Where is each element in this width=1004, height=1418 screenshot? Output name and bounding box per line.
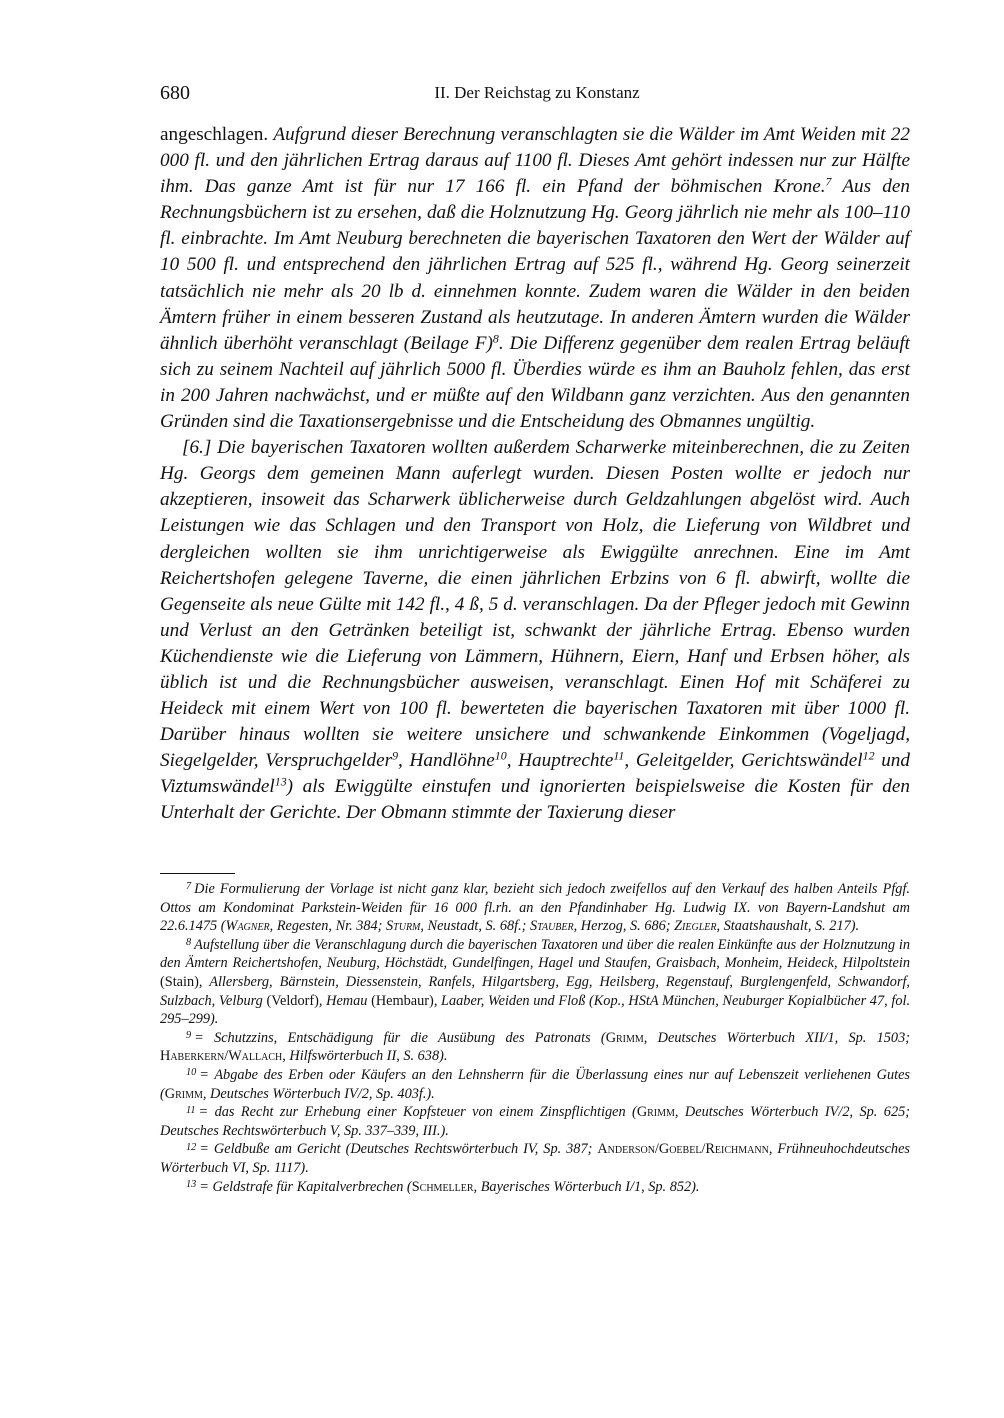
- footnote-text: = Schutzzins, Entschädigung für die Ausübung des Patronats (: [194, 1029, 606, 1046]
- footnote-number: 12: [186, 1141, 197, 1153]
- footnote-ref-7[interactable]: 7: [825, 174, 832, 189]
- footnote-text: = Abgabe des Erben oder Käufers an den Lehnsherrn für die Überlassung eines nur auf Lebenszeit verliehenen Gutes (: [160, 1066, 910, 1102]
- footnote-number: 13: [186, 1178, 197, 1190]
- paragraph-lead: angeschlagen.: [160, 124, 274, 145]
- paragraph-text: und Viztumswändel: [160, 750, 910, 798]
- place-variant: (Veldorf): [266, 992, 319, 1009]
- footnote-ref-10[interactable]: 10: [494, 748, 507, 763]
- footnotes: [160, 880, 910, 1196]
- footnote-text: , Hemau: [318, 992, 372, 1009]
- paragraph-text: Aufgrund dieser Berechnung veranschlagten sie die Wälder im Amt Weiden mit 22 000 fl. und den jährlichen Ertrag daraus auf 1100 fl. Dieses Amt gehört indessen nur zur Hälfte ihm. Das ganze Amt ist für nur 17 166 fl. ein Pfand der böhmischen Krone.: [160, 124, 911, 198]
- paragraph-2: [160, 435, 910, 826]
- footnote-ref-8[interactable]: 8: [492, 331, 499, 346]
- footnote-text: , Staatshaushalt, S. 217).: [716, 918, 860, 935]
- author-name: Schmeller: [411, 1178, 474, 1195]
- footnote-number: 10: [186, 1067, 197, 1079]
- author-name: Grimm: [164, 1085, 203, 1102]
- author-name: Wagner: [225, 918, 270, 935]
- footnote-text: , Herzog, S. 686;: [573, 918, 675, 935]
- paragraph-text: , Geleitgelder, Gerichtswändel: [624, 750, 863, 772]
- footnote-ref-12[interactable]: 12: [862, 748, 875, 763]
- paragraph-text: . Die Differenz gegenüber dem realen Ertrag beläuft sich zu seinem Nachteil auf jährlich 5000 fl. Überdies würde es ihm an Bauholz fehlen, das erst in 200 Jahren nachwächst, und er müßte auf den Wildbann ganz verzichten. Aus den genannten Gründen sind die Taxationsergebnisse und die Entscheidung des Obmannes ungültig.: [160, 332, 910, 433]
- author-name: Anderson/Goebel/Reichmann: [597, 1141, 769, 1158]
- paragraph-text: Aus den Rechnungsbüchern ist zu ersehen, daß die Holznutzung Hg. Georg jährlich nie mehr als 100–110 fl. einbrachte. Im Amt Neuburg berechneten die bayerischen Taxatoren den Wert der Wälder auf 10 500 fl. und entsprechend den jährlichen Ertrag auf 525 fl., während Hg. Georg seinerzeit tatsächlich nie mehr als 20 lb d. einnehmen konnte. Zudem waren die Wälder in den beiden Ämtern früher in einem besseren Zustand als heutzutage. In anderen Ämtern wurden die Wälder ähnlich überhöht veranschlagt (Beilage F): [160, 176, 911, 354]
- place-variant: (Hembaur): [371, 992, 434, 1009]
- author-name: Stauber: [530, 918, 574, 935]
- footnote-12: [160, 1140, 910, 1177]
- place-variant: (Stain): [160, 973, 199, 990]
- footnote-text: = das Recht zur Erhebung einer Kopfsteuer von einem Zinspflichtigen (: [198, 1104, 637, 1121]
- author-name: Grimm: [605, 1029, 644, 1046]
- footnote-number: 9: [186, 1030, 192, 1042]
- footnote-text: Die Formulierung der Vorlage ist nicht ganz klar, bezieht sich jedoch zweifellos auf den Verkauf des halben Anteils Pfgf. Ottos am Kondominat Parkstein-Weiden für 16 000 fl.rh. an den Pfandinhaber Hg. Ludwig IX. von Bayern-Landshut am 22.6.1475 (: [160, 881, 910, 935]
- footnote-ref-11[interactable]: 11: [613, 748, 625, 763]
- footnote-11: [160, 1103, 910, 1140]
- footnote-number: 11: [186, 1104, 196, 1116]
- footnote-7: [160, 880, 910, 936]
- footnote-text: , Deutsches Wörterbuch IV/2, Sp. 625; Deutsches Rechtswörterbuch V, Sp. 337–339, III.).: [160, 1104, 911, 1139]
- footnote-8: [160, 936, 910, 1029]
- footnote-text: , Hilfswörterbuch II, S. 638).: [282, 1048, 448, 1065]
- footnote-ref-9[interactable]: 9: [392, 748, 399, 763]
- footnote-9: [160, 1029, 910, 1066]
- author-name: Haberkern/Wallach: [160, 1048, 283, 1065]
- footnote-13: [160, 1178, 910, 1197]
- paragraph-text: , Hauptrechte: [506, 750, 614, 772]
- main-text: [160, 122, 910, 827]
- footnote-text: , Deutsches Wörterbuch IV/2, Sp. 403f.).: [202, 1085, 435, 1102]
- paragraph-1: [160, 122, 910, 435]
- footnote-number: 8: [186, 937, 192, 949]
- footnote-10: [160, 1066, 910, 1103]
- paragraph-text: [6.] Die bayerischen Taxatoren wollten außerdem Scharwerke miteinberechnen, die zu Zeiten Hg. Georgs dem gemeinen Mann auferlegt wurden. Diesen Posten wollte er jedoch nur akzeptieren, insoweit das Scharwerk üblicherweise durch Geldzahlungen abgelöst wird. Auch Leistungen wie das Schlagen und den Transport von Holz, die Lieferung von Wildbret und dergleichen wollten sie ihm unrichtigerweise als Ewiggülte anrechnen. Eine im Amt Reichertshofen gelegene Taverne, die einen jährlichen Erbzins von 6 fl. abwirft, wollte die Gegenseite als neue Gülte mit 142 fl., 4 ß, 5 d. veranschlagen. Da der Pfleger jedoch mit Gewinn und Verlust an den Getränken beteiligt ist, schwankt der jährliche Ertrag. Ebenso wurden Küchendienste wie die Lieferung von Lämmern, Hühnern, Eiern, Hanf und Erbsen höher, als üblich ist und die Rechnungsbücher ausweisen, veranschlagt. Einen Hof mit Schäferei zu Heideck mit einem Wert von 100 fl. bewerteten die bayerischen Taxatoren mit über 1000 fl. Darüber hinaus wollten sie weitere unsichere und schwankende Einkommen (Vogeljagd, Siegelgelder, Verspruchgelder: [160, 437, 910, 772]
- footnote-text: = Geldbuße am Gericht (Deutsches Rechtswörterbuch IV, Sp. 387;: [199, 1141, 598, 1158]
- footnote-divider: [160, 873, 235, 874]
- page-number: 680: [160, 82, 190, 104]
- paragraph-text: , Handlöhne: [398, 750, 495, 772]
- footnote-text: , Frühneuhochdeutsches Wörterbuch VI, Sp. 1117).: [160, 1141, 910, 1176]
- author-name: Sturm: [386, 918, 421, 935]
- footnote-text: = Geldstrafe für Kapitalverbrechen (: [199, 1178, 412, 1195]
- author-name: Grimm: [636, 1104, 675, 1121]
- paragraph-text: ) als Ewiggülte einstufen und ignorierten beispielsweise die Kosten für den Unterhalt der Gerichte. Der Obmann stimmte der Taxierung dieser: [160, 776, 910, 824]
- footnote-ref-13[interactable]: 13: [274, 774, 287, 789]
- footnote-text: , Laaber, Weiden und Floß (Kop., HStA München, Neuburger Kopialbücher 47, fol. 295–299).: [160, 992, 911, 1028]
- footnote-text: , Allersberg, Bärnstein, Diessenstein, Ranfels, Hilgartsberg, Egg, Heilsberg, Regenstauf, Burglengenfeld, Schwandorf, Sulzbach, Velburg: [160, 973, 910, 1009]
- footnote-number: 7: [186, 881, 192, 893]
- footnote-text: , Bayerisches Wörterbuch I/1, Sp. 852).: [473, 1178, 700, 1195]
- footnote-text: , Deutsches Wörterbuch XII/1, Sp. 1503;: [643, 1029, 910, 1046]
- footnote-text: Aufstellung über die Veranschlagung durch die bayerischen Taxatoren und über die realen Einkünfte aus der Holznutzung in den Ämtern Reichertshofen, Neuburg, Höchstädt, Gundelfingen, Hagel und Staufen, Graisbach, Monheim, Heideck, Hilpoltstein: [160, 936, 910, 972]
- footnote-text: , Neustadt, S. 68f.;: [420, 918, 530, 935]
- author-name: Ziegler: [674, 918, 717, 935]
- footnote-text: , Regesten, Nr. 384;: [269, 918, 387, 935]
- running-title: II. Der Reichstag zu Konstanz: [434, 83, 640, 102]
